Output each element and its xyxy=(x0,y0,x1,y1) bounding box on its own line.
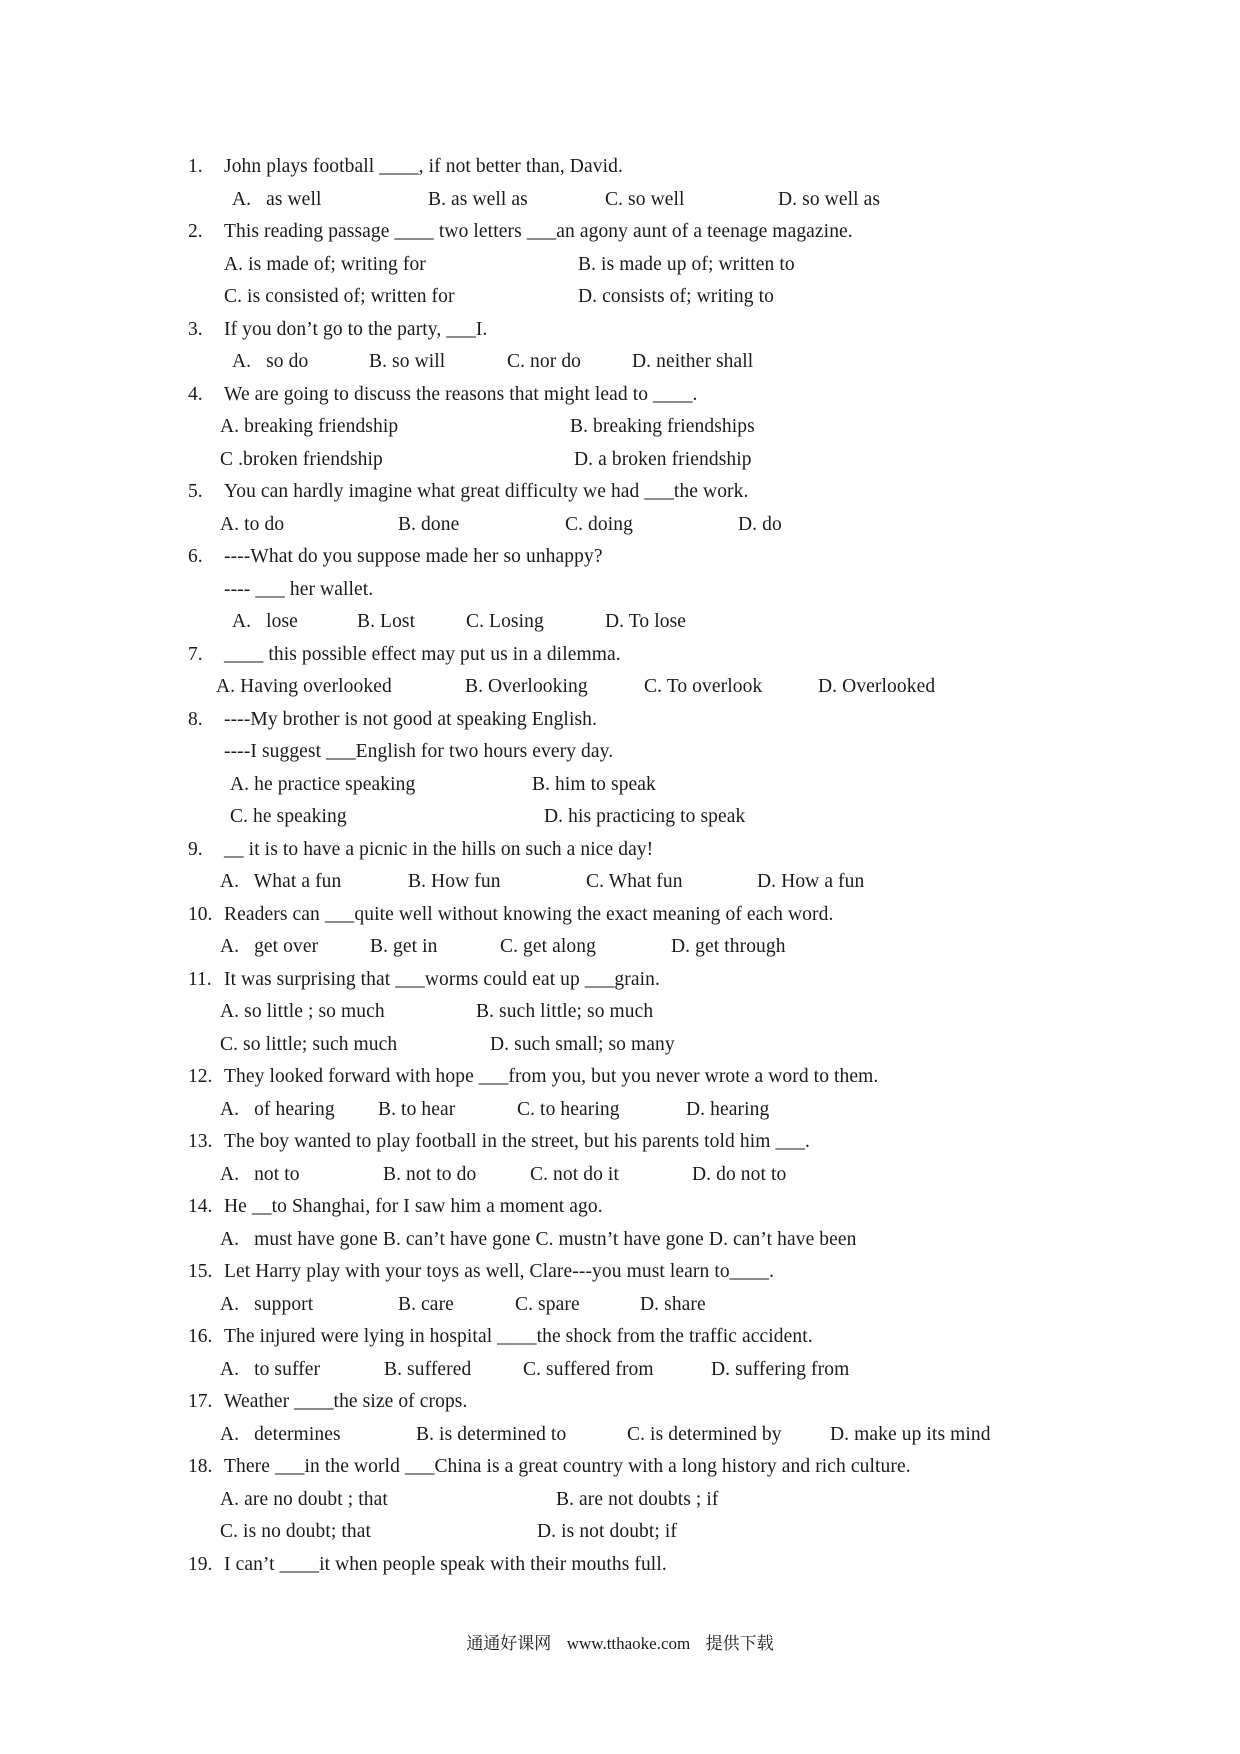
option: D. neither shall xyxy=(632,351,754,372)
question-stem: Let Harry play with your toys as well, Clare---you must learn to____. xyxy=(224,1261,775,1282)
question-number: 10. xyxy=(188,904,213,925)
option: D. a broken friendship xyxy=(574,449,752,470)
question-number: 18. xyxy=(188,1456,213,1477)
question-number: 4. xyxy=(188,384,203,405)
option: B. breaking friendships xyxy=(570,416,755,437)
option: C. he speaking xyxy=(230,806,347,827)
question-number: 3. xyxy=(188,319,203,340)
question-number: 6. xyxy=(188,546,203,567)
question-stem: __ it is to have a picnic in the hills on such a nice day! xyxy=(224,839,654,860)
option: C. nor do xyxy=(507,351,582,372)
question-stem: He __to Shanghai, for I saw him a moment ago. xyxy=(224,1196,603,1217)
option: A. Having overlooked xyxy=(216,676,392,697)
option: D. How a fun xyxy=(757,871,865,892)
option: A. is made of; writing for xyxy=(224,254,426,275)
page-footer xyxy=(0,1632,1240,1656)
option: A. lose xyxy=(232,611,298,632)
footer-download-note: 提供下载 xyxy=(705,1634,774,1654)
option: D. hearing xyxy=(686,1099,770,1120)
option: A. get over xyxy=(220,936,319,957)
option: B. Overlooking xyxy=(465,676,588,697)
option: B. him to speak xyxy=(532,774,656,795)
question-stem-line2: ---- ___ her wallet. xyxy=(224,579,374,600)
option: B. not to do xyxy=(383,1164,477,1185)
option: A. must have gone B. can’t have gone C. mustn’t have gone D. can’t have been xyxy=(220,1229,857,1250)
option: C. is determined by xyxy=(627,1424,782,1445)
option: C. To overlook xyxy=(644,676,763,697)
option: A. he practice speaking xyxy=(230,774,416,795)
option: B. Lost xyxy=(357,611,416,632)
question-number: 5. xyxy=(188,481,203,502)
footer-url: www.tthaoke.com xyxy=(566,1634,691,1653)
option: D. To lose xyxy=(605,611,687,632)
option: A. not to xyxy=(220,1164,300,1185)
question-number: 2. xyxy=(188,221,203,242)
option: C. What fun xyxy=(586,871,683,892)
option: D. make up its mind xyxy=(830,1424,991,1445)
option: B. as well as xyxy=(428,189,528,210)
question-number: 8. xyxy=(188,709,203,730)
option: B. get in xyxy=(370,936,438,957)
option: B. so will xyxy=(369,351,446,372)
question-stem: Readers can ___quite well without knowing the exact meaning of each word. xyxy=(224,904,834,925)
question-stem: The injured were lying in hospital ____the shock from the traffic accident. xyxy=(224,1326,813,1347)
question-stem: John plays football ____, if not better than, David. xyxy=(224,156,623,177)
option: B. How fun xyxy=(408,871,501,892)
option: D. get through xyxy=(671,936,786,957)
option: A. to do xyxy=(220,514,285,535)
question-stem: We are going to discuss the reasons that might lead to ____. xyxy=(224,384,698,405)
option: B. to hear xyxy=(378,1099,456,1120)
option: A. so do xyxy=(232,351,309,372)
question-stem: ----My brother is not good at speaking English. xyxy=(224,709,597,730)
question-stem: ----What do you suppose made her so unhappy? xyxy=(224,546,603,567)
option: D. Overlooked xyxy=(818,676,936,697)
option: C. so little; such much xyxy=(220,1034,398,1055)
question-stem: It was surprising that ___worms could eat up ___grain. xyxy=(224,969,660,990)
option: A. What a fun xyxy=(220,871,342,892)
option: A. breaking friendship xyxy=(220,416,399,437)
question-number: 9. xyxy=(188,839,203,860)
option: C. get along xyxy=(500,936,596,957)
option: B. such little; so much xyxy=(476,1001,654,1022)
option: A. so little ; so much xyxy=(220,1001,385,1022)
option: D. such small; so many xyxy=(490,1034,675,1055)
question-number: 11. xyxy=(188,969,212,990)
option: A. as well xyxy=(232,189,322,210)
option: B. done xyxy=(398,514,460,535)
question-stem: I can’t ____it when people speak with their mouths full. xyxy=(224,1554,667,1575)
option: A. are no doubt ; that xyxy=(220,1489,388,1510)
option: D. is not doubt; if xyxy=(537,1521,678,1542)
option: A. determines xyxy=(220,1424,341,1445)
option: B. are not doubts ; if xyxy=(556,1489,719,1510)
option: B. is determined to xyxy=(416,1424,567,1445)
question-number: 1. xyxy=(188,156,203,177)
option: A. support xyxy=(220,1294,314,1315)
option: D. do not to xyxy=(692,1164,787,1185)
question-number: 19. xyxy=(188,1554,213,1575)
option: C. to hearing xyxy=(517,1099,620,1120)
option: C. Losing xyxy=(466,611,544,632)
question-number: 7. xyxy=(188,644,203,665)
option: A. to suffer xyxy=(220,1359,321,1380)
option: B. is made up of; written to xyxy=(578,254,795,275)
question-stem-line2: ----I suggest ___English for two hours every day. xyxy=(224,741,614,762)
option: D. consists of; writing to xyxy=(578,286,774,307)
option: C. is no doubt; that xyxy=(220,1521,371,1542)
option: C. not do it xyxy=(530,1164,619,1185)
question-stem: This reading passage ____ two letters ___an agony aunt of a teenage magazine. xyxy=(224,221,853,242)
question-stem: The boy wanted to play football in the street, but his parents told him ___. xyxy=(224,1131,810,1152)
option: D. share xyxy=(640,1294,706,1315)
question-stem: Weather ____the size of crops. xyxy=(224,1391,468,1412)
question-number: 16. xyxy=(188,1326,213,1347)
question-number: 17. xyxy=(188,1391,213,1412)
option: C. so well xyxy=(605,189,685,210)
question-number: 14. xyxy=(188,1196,213,1217)
question-number: 13. xyxy=(188,1131,213,1152)
question-number: 15. xyxy=(188,1261,213,1282)
question-stem: They looked forward with hope ___from you, but you never wrote a word to them. xyxy=(224,1066,879,1087)
option: B. suffered xyxy=(384,1359,472,1380)
option: B. care xyxy=(398,1294,454,1315)
option: D. suffering from xyxy=(711,1359,850,1380)
option: C .broken friendship xyxy=(220,449,383,470)
option: C. is consisted of; written for xyxy=(224,286,455,307)
option: D. so well as xyxy=(778,189,881,210)
option: A. of hearing xyxy=(220,1099,335,1120)
option: C. suffered from xyxy=(523,1359,654,1380)
question-stem: You can hardly imagine what great difficulty we had ___the work. xyxy=(224,481,749,502)
option: D. his practicing to speak xyxy=(544,806,746,827)
option: C. doing xyxy=(565,514,633,535)
option: D. do xyxy=(738,514,782,535)
question-number: 12. xyxy=(188,1066,213,1087)
question-stem: There ___in the world ___China is a great country with a long history and rich culture. xyxy=(224,1456,911,1477)
question-stem: If you don’t go to the party, ___I. xyxy=(224,319,488,340)
question-stem: ____ this possible effect may put us in a dilemma. xyxy=(224,644,621,665)
footer-site-name: 通通好课网 xyxy=(466,1634,552,1654)
option: C. spare xyxy=(515,1294,580,1315)
